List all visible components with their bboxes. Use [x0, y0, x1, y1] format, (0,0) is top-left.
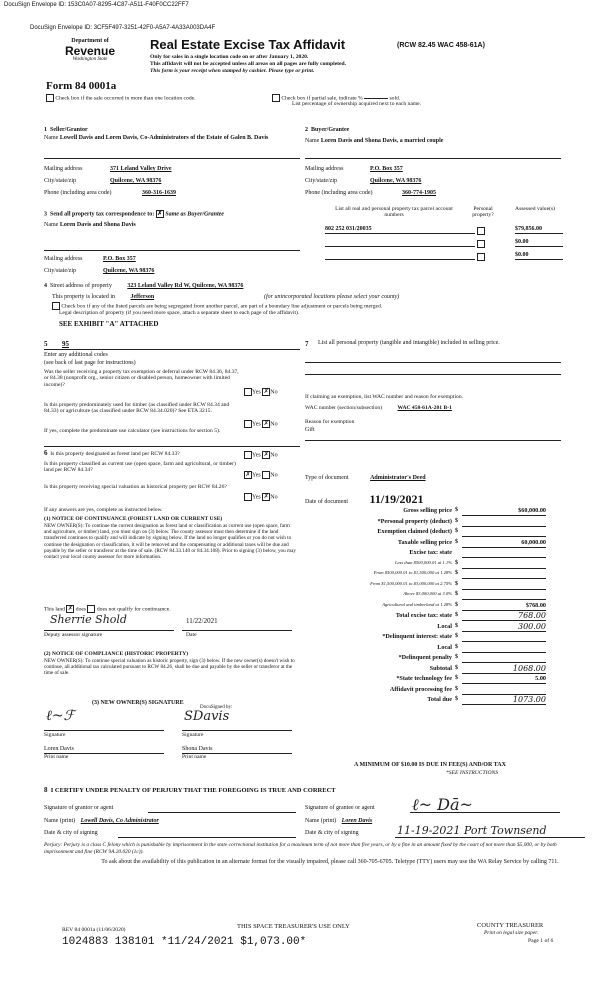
header-line-1: Only for sales in a single location code on or after January 1, 2020.: [150, 54, 309, 60]
tax-row-value[interactable]: 300.00: [462, 623, 546, 632]
checkbox-yes[interactable]: [244, 451, 252, 459]
tax-row-label: From $500,000.01 to $1,500,000 at 1.28%: [373, 570, 452, 575]
taxpayer-mail-field[interactable]: Mailing address: [44, 256, 83, 262]
doc-type-field[interactable]: Type of document Administrator's Deed: [305, 475, 426, 481]
tax-row-value[interactable]: 1073.00: [462, 696, 546, 705]
see-instructions: *SEE INSTRUCTIONS: [446, 770, 499, 776]
sec6-q3-answer[interactable]: Yes ✗No: [244, 493, 278, 501]
sec5-q1-answer[interactable]: Yes ✗No: [244, 388, 278, 396]
doc-type-value: Administrator's Deed: [370, 475, 426, 481]
tax-row-value[interactable]: [462, 549, 546, 558]
tax-row-dollar-sign: $: [455, 591, 458, 597]
seller-name-value: Lowell Davis and Loren Davis, Co-Administrators of the Estate of Galen B. Davis: [59, 135, 269, 141]
tax-row-label: *Delinquent interest: state: [382, 633, 452, 640]
header-line-3: This form is your receipt when stamped by cashier. Please type or print.: [150, 68, 315, 74]
tax-row[interactable]: [300, 581, 570, 592]
tax-row-value[interactable]: [462, 644, 546, 653]
tax-row-value[interactable]: [462, 591, 546, 600]
property-street-field[interactable]: 4 Street address of property 323 Leland Valley Rd W, Quilcene, WA 98376: [44, 283, 244, 289]
tax-row-value[interactable]: [462, 686, 546, 695]
list-pct-note: List percentage of ownership acquired next to each name.: [292, 101, 422, 107]
parcel-row[interactable]: [305, 252, 565, 265]
rev-number: REV 84 0001a (11/06/2020): [62, 927, 126, 933]
treasurer-use-label: THIS SPACE TREASURER'S USE ONLY: [237, 923, 350, 930]
tax-row-dollar-sign: $: [455, 570, 458, 576]
buyer-name-field[interactable]: Name Loren Davis and Shona Davis, a married couple: [305, 138, 444, 144]
tax-row-value[interactable]: 60,000.00: [462, 539, 546, 548]
grantee-date-city[interactable]: 11-19-2021 Port Townsend: [397, 824, 547, 837]
header-line-2: This affidavit will not be accepted unless all areas on all pages are fully completed.: [150, 61, 347, 67]
sec6-q1-answer[interactable]: Yes ✗No: [244, 451, 278, 459]
owner1-print-label: Print name: [44, 754, 69, 760]
tax-row-label: Total excise tax: state: [395, 612, 452, 619]
tax-row-label: Taxable selling price: [397, 538, 452, 546]
parcel-table: [305, 226, 565, 265]
checkbox-personal-property[interactable]: [477, 253, 485, 261]
seller-mail-value: 371 Leland Valley Drive: [110, 166, 172, 172]
checkbox-yes[interactable]: [244, 420, 252, 428]
sec7-text: List all personal property (tangible and intangible) included in selling price.: [318, 340, 500, 346]
availability-notice: To ask about the availability of this publication in an alternate format for the visually impaired, please call 360-705-6705. Teletype (TTY) users may use the WA Relay Service by calling 711.: [101, 859, 559, 865]
sec6-q1: 6 Is this property designated as forest land per RCW 84.33?: [44, 449, 180, 457]
tax-row[interactable]: [300, 633, 570, 644]
legal-paper-note: Print on legal size paper.: [484, 930, 539, 936]
doc-date-field[interactable]: Date of document 11/19/2021: [305, 492, 424, 506]
tax-row[interactable]: [300, 560, 570, 571]
form-rcw: (RCW 82.45 WAC 458-61A): [397, 42, 485, 49]
checkbox-same-as-buyer[interactable]: ✗: [157, 211, 163, 217]
taxpayer-heading: 3 Send all property tax correspondence to: ✗ Same as Buyer/Grantee: [44, 211, 224, 218]
continuance-qualify[interactable]: This land ✗ does does not qualify for continuance.: [44, 606, 171, 613]
new-owner-sig-heading: (3) NEW OWNER(S) SIGNATURE: [92, 700, 184, 706]
tax-row-label: Excise tax: state: [409, 549, 452, 556]
tax-row-label: Above $3,000,000 at 3.0%: [403, 591, 452, 596]
tax-row-value[interactable]: [462, 570, 546, 579]
sec5-q2-answer[interactable]: Yes ✗No: [244, 420, 278, 428]
checkbox-personal-property[interactable]: [477, 227, 485, 235]
doc-date-value: 11/19/2021: [369, 492, 424, 506]
tax-row-dollar-sign: $: [455, 675, 458, 681]
tax-row[interactable]: [300, 612, 570, 623]
seller-heading: 1 Seller/Grantor: [44, 127, 88, 133]
tax-row-dollar-sign: $: [455, 696, 458, 702]
buyer-name-value: Loren Davis and Shona Davis, a married couple: [320, 138, 444, 144]
buyer-mail-field[interactable]: Mailing address: [305, 166, 344, 172]
notice-continuance-body: NEW OWNER(S): To continue the current designation as forest land or classification as current use (open space, farm and agriculture, or timber) land, you must sign on (3) below. The county assessor must then determine if the land transferred continues to qualify and will indicate by signing below. If the land no longer qualifies or you do not wish to continue the designation or classification, it will be removed and the compensating or additional taxes will be due and payable by the seller or transferor at the time of sale. (RCW 84.33.140 or 84.34.108). Prior to signing (3) below, you may contact your local county assessor for more information.: [44, 523, 296, 561]
owner2-print: Shona Davis: [182, 746, 213, 752]
tax-row-dollar-sign: $: [455, 517, 458, 524]
checkbox-multi-location[interactable]: [46, 94, 54, 102]
parcel-row[interactable]: [305, 226, 565, 239]
seller-mail-field[interactable]: Mailing address: [44, 166, 83, 172]
tax-row[interactable]: [300, 675, 570, 686]
tax-row-dollar-sign: $: [455, 633, 458, 639]
owner2-sig-label: Signature: [182, 732, 204, 738]
tax-row-label: *Personal property (deduct): [377, 517, 452, 525]
property-street-value: 323 Leland Valley Rd W, Quilcene, WA 98376: [127, 283, 244, 289]
tax-row-label: Affidavit processing fee: [389, 685, 452, 693]
logo-dept: Department of: [71, 38, 109, 44]
assessed-value[interactable]: $0.00: [515, 252, 563, 260]
assessor-signature: Sherrie Shold: [50, 613, 127, 626]
checkbox-yes[interactable]: [244, 493, 252, 501]
seller-city-value: Quilcene, WA 98376: [110, 178, 162, 184]
grantor-sig-label: Signature of grantor or agent: [44, 805, 114, 811]
parcel-number[interactable]: [325, 239, 475, 247]
buyer-city-field[interactable]: City/state/zip: [305, 178, 337, 184]
logo-state: Washington State: [72, 56, 108, 62]
taxpayer-mail-value: P.O. Box 357: [103, 256, 136, 262]
assessed-value[interactable]: $0.00: [515, 239, 563, 247]
sec6-if-any: If any answers are yes, complete as instructed below.: [44, 507, 163, 513]
owner2-print-label: Print name: [182, 754, 207, 760]
tax-row-dollar-sign: $: [455, 685, 458, 692]
grantor-name-value: Lowell Davis, Co Administrator: [80, 818, 159, 824]
tax-row-value[interactable]: 768.00: [462, 612, 546, 621]
sec5-q2: Is this property predominately used for timber (as classified under RCW 84.34 and 84.33) or agriculture (as classified under RCW 84.34.020)? See ETA 3215.: [44, 402, 230, 415]
grantee-name-value: Loren Davis: [341, 818, 373, 824]
tax-row-value[interactable]: [462, 560, 546, 569]
buyer-city-value: Quilcene, WA 98376: [370, 178, 422, 184]
owner1-print: Loren Davis: [44, 746, 74, 752]
tax-row[interactable]: [300, 539, 570, 550]
checkbox-personal-property[interactable]: [477, 240, 485, 248]
certify-heading: 8 I CERTIFY UNDER PENALTY OF PERJURY THAT THE FOREGOING IS TRUE AND CORRECT: [44, 786, 336, 794]
tax-row[interactable]: [300, 665, 570, 676]
buyer-heading: 2 Buyer/Grantee: [305, 127, 350, 133]
tax-row[interactable]: [300, 591, 570, 602]
checkbox-no[interactable]: ✗: [263, 494, 269, 500]
owner1-sig-label: Signature: [44, 732, 66, 738]
grantee-signature[interactable]: ℓ~ Dā~: [412, 795, 473, 814]
tax-row-dollar-sign: $: [455, 538, 458, 545]
minimum-due-note: A MINIMUM OF $10.00 IS DUE IN FEE(S) AND/OR TAX: [354, 762, 506, 768]
owner2-signature: SDavis: [184, 709, 230, 724]
sec6-q2: Is this property classified as current use (open space, farm and agricultural, or timber) land per RCW 84.34?: [44, 461, 236, 474]
sec5-num: 5: [44, 340, 48, 348]
personal-col-header: Personal property?: [472, 206, 494, 219]
sec7-num: 7: [305, 340, 309, 348]
sec5-q1: Was the seller receiving a property tax exemption or deferral under RCW 84.36, 84.37, or 84.38 (nonprofit org., senior citizen or disabled person, homeowner with limited income)?: [44, 369, 239, 388]
deputy-date-label: Date: [186, 632, 197, 638]
taxpayer-name-field[interactable]: Name Loren Davis and Shona Davis: [44, 222, 136, 228]
form-title: Real Estate Excise Tax Affidavit: [150, 37, 346, 52]
tax-row[interactable]: [300, 507, 570, 518]
tax-row-label: Total due: [427, 696, 452, 703]
tax-row-dollar-sign: $: [455, 612, 458, 618]
tax-row[interactable]: [300, 623, 570, 634]
wac-value: WAC 458-61A-201 B-1: [397, 405, 452, 411]
envelope-id-2: DocuSign Envelope ID: 3CF5F497-3251-42F0-A5A7-4A33A003DA4F: [30, 25, 216, 31]
land-use-code[interactable]: 95: [62, 340, 69, 348]
docusigned-label: DocuSigned by:: [200, 705, 233, 710]
grantor-name-field[interactable]: Name (print) Lowell Davis, Co Administrator: [44, 818, 159, 824]
tax-row-value[interactable]: 5.00: [462, 675, 546, 684]
owner1-signature: ℓ~ℱ: [46, 708, 75, 724]
tax-row-value[interactable]: [462, 518, 546, 527]
tax-row[interactable]: [300, 549, 570, 560]
tax-row-dollar-sign: $: [455, 528, 458, 534]
checkbox-no[interactable]: ✗: [263, 452, 269, 458]
exempt-claim-label: If claiming an exemption, list WAC number and reason for exemption.: [305, 394, 464, 400]
checkbox-yes[interactable]: ✗: [245, 472, 251, 478]
reason-label: Reason for exemption: [305, 419, 355, 425]
notice-compliance-body: NEW OWNER(S): To continue special valuation as historic property, sign (3) below. If the new owner(s) doesn't wish to continue, all additional tax calculated pursuant to RCW 84.26, shall be due and payable by the seller or transferor at the time of sale.: [44, 658, 295, 677]
parcel-number[interactable]: 802 252 031/20035: [325, 226, 475, 234]
tax-row[interactable]: [300, 528, 570, 539]
checkbox-does[interactable]: ✗: [67, 606, 73, 612]
tax-row-dollar-sign: $: [455, 559, 458, 566]
deputy-label: Deputy assessor signature: [44, 632, 103, 638]
assessed-value[interactable]: $79,856.00: [515, 226, 563, 234]
tax-row-value[interactable]: [462, 654, 546, 663]
sec5-q3: If yes, complete the predominate use calculator (see instructions for section 5).: [44, 428, 221, 434]
parcel-col-header: List all real and personal property tax parcel account numbers: [335, 206, 453, 219]
tax-row-dollar-sign: $: [455, 643, 458, 650]
tax-row-value[interactable]: $60,000.00: [462, 507, 546, 516]
buyer-phone-value: 360-774-1905: [402, 190, 436, 196]
tax-row[interactable]: [300, 644, 570, 655]
tax-row-dollar-sign: $: [455, 580, 458, 587]
wac-field[interactable]: WAC number (section/subsection) WAC 458-61A-201 B-1: [305, 405, 452, 411]
taxpayer-city-value: Quilcene, WA 98376: [103, 268, 155, 274]
tax-row-value[interactable]: $768.00: [462, 602, 546, 611]
check-multi-location[interactable]: [46, 94, 196, 102]
checkbox-no[interactable]: ✗: [263, 389, 269, 395]
tax-row-label: *State technology fee: [396, 675, 452, 682]
checkbox-does-not[interactable]: [87, 605, 95, 613]
perjury-notice: Perjury: Perjury is a class C felony which is punishable by imprisonment in the state correctional institution for a maximum term of not more than five years, or by a fine in an amount fixed by the court of not more than $5,000, or by both imprisonment and fine (RCW 9A.20.020 (1c)).: [44, 842, 557, 855]
seller-phone-value: 360-316-1639: [142, 190, 176, 196]
treasurer-receipt-stamp: 1024883 138101 *11/24/2021 $1,073.00*: [62, 936, 307, 948]
page-number: Page 1 of 6: [528, 938, 554, 944]
buyer-mail-value: P.O. Box 357: [370, 166, 403, 172]
tax-row-value[interactable]: 1068.00: [462, 665, 546, 674]
tax-row-label: Exemption claimed (deduct): [377, 528, 452, 535]
tax-row[interactable]: [300, 696, 570, 707]
notice-continuance-heading: (1) NOTICE OF CONTINUANCE (FOREST LAND OR CURRENT USE): [44, 516, 223, 522]
tax-row-label: From $1,500,000.01 to $3,000,000 at 2.75%: [370, 580, 452, 586]
grantor-date-city-label: Date & city of signing: [44, 830, 98, 836]
assessed-col-header: Assessed value(s): [515, 206, 555, 212]
revenue-logo: [52, 38, 128, 74]
logo-revenue: Revenue: [64, 43, 116, 58]
checkbox-partial-sale[interactable]: [272, 94, 280, 102]
tax-row-label: Agricultural and timberland at 1.28%: [382, 601, 452, 607]
tax-row-dollar-sign: $: [455, 654, 458, 660]
tax-row[interactable]: [300, 518, 570, 529]
checkbox-no[interactable]: ✗: [263, 421, 269, 427]
check-multi-label: Check box if the sale occurred in more than one location code.: [55, 95, 196, 102]
tax-row-dollar-sign: $: [455, 601, 458, 608]
sold-label: sold.: [389, 95, 401, 102]
tax-row-label: Local: [437, 622, 452, 630]
check-partial-label: Check box if partial sale, indicate %: [281, 95, 363, 102]
sec6-q3: Is this property receiving special valuation as historical property per RCW 84.26?: [44, 484, 227, 490]
form-number: Form 84 0001a: [46, 80, 117, 92]
notice-compliance-heading: (2) NOTICE OF COMPLIANCE (HISTORIC PROPERTY): [44, 651, 189, 657]
grantee-date-city-label: Date & city of signing: [305, 830, 359, 836]
tax-row[interactable]: [300, 654, 570, 665]
seller-phone-field[interactable]: Phone (including area code): [44, 190, 112, 196]
legal-desc-label: Legal description of property (if you need more space, attach a separate sheet to each page of the affidavit).: [59, 310, 300, 316]
tax-row-label: *Delinquent penalty: [398, 654, 452, 661]
parcel-number[interactable]: [325, 252, 475, 260]
seller-city-field[interactable]: City/state/zip: [44, 178, 76, 184]
tax-row-label: Local: [437, 643, 452, 651]
tax-row-label: Subtotal: [429, 664, 452, 672]
checkbox-yes[interactable]: [244, 388, 252, 396]
sec6-q2-answer[interactable]: ✗Yes No: [245, 472, 278, 479]
tax-row-dollar-sign: $: [455, 507, 458, 513]
county-treasurer-label: COUNTY TREASURER: [477, 922, 544, 929]
envelope-id-1: DocuSign Envelope ID: 153C0A07-8295-4C87-A511-F40F0CC22FF7: [4, 2, 189, 8]
checkbox-segregated[interactable]: [52, 302, 60, 310]
parcel-row[interactable]: [305, 239, 565, 252]
taxpayer-name-value: Loren Davis and Shona Davis: [59, 222, 136, 228]
taxpayer-city-field[interactable]: City/state/zip: [44, 268, 76, 274]
grantee-sig-label: Signature of grantee or agent: [305, 805, 375, 811]
segregated-check[interactable]: Check box if any of the listed parcels are being segregated from another parcel, are part of a boundary line adjustment or parcels being merged.: [52, 302, 382, 310]
seller-name-field[interactable]: Name Lowell Davis and Loren Davis, Co-Administrators of the Estate of Galen B. Davis: [44, 135, 269, 141]
property-county-field[interactable]: This property is located in Jefferson (for unincorporated locations please select your county): [52, 294, 400, 300]
tax-row-value[interactable]: [462, 633, 546, 642]
tax-row-label: Less than $500,000.01 at 1.1%: [394, 559, 452, 565]
buyer-phone-field[interactable]: Phone (including area code): [305, 190, 373, 196]
tax-row-dollar-sign: $: [455, 622, 458, 629]
assessor-date: 11/22/2021: [186, 617, 218, 625]
exhibit-a: SEE EXHIBIT "A" ATTACHED: [59, 320, 159, 328]
property-county-value: Jefferson: [130, 294, 155, 300]
tax-row-label: Gross selling price: [403, 507, 452, 514]
reason-value[interactable]: Gift: [305, 427, 315, 433]
grantee-name-field[interactable]: Name (print) Loren Davis: [305, 818, 373, 824]
tax-row-value[interactable]: [462, 581, 546, 590]
additional-codes-note: (see back of last page for instructions): [44, 360, 136, 366]
tax-row-value[interactable]: [462, 528, 546, 537]
tax-row-dollar-sign: $: [455, 664, 458, 671]
additional-codes-label: Enter any additional codes: [44, 352, 108, 358]
tax-row[interactable]: [300, 570, 570, 581]
